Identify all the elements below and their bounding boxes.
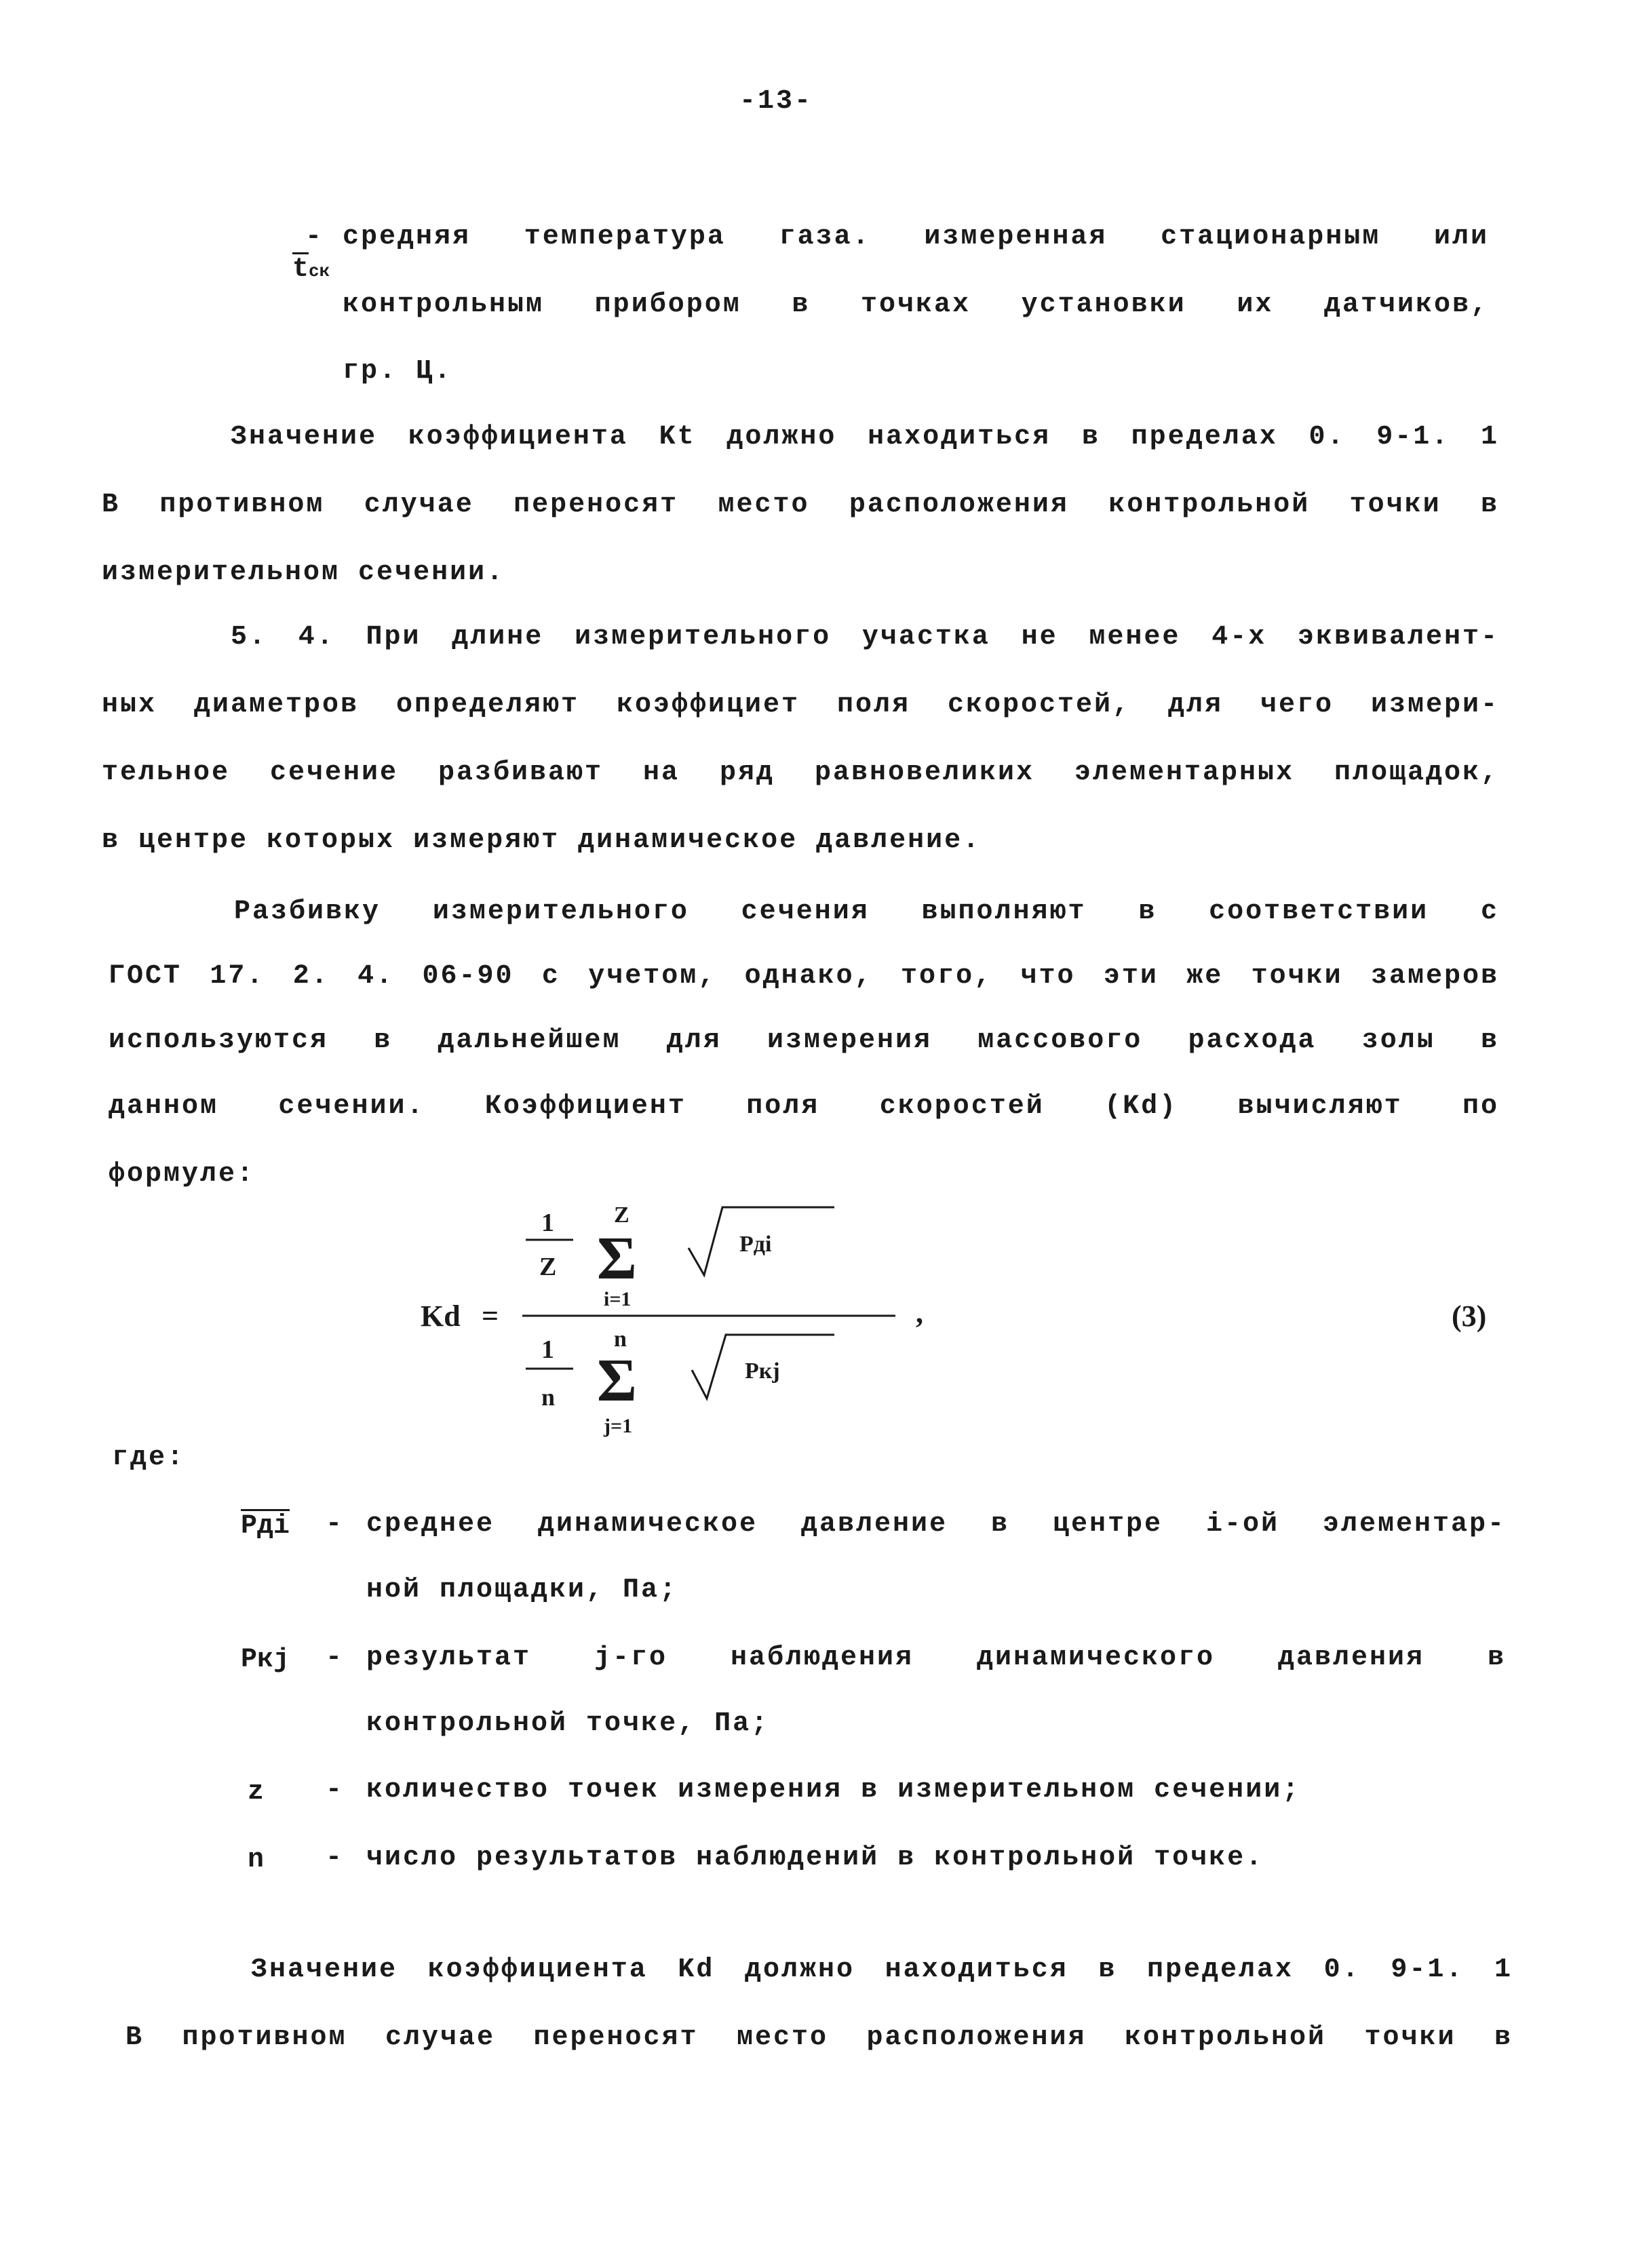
num-sum-bottom: i=1	[604, 1288, 632, 1310]
def-dash-4: -	[326, 1843, 345, 1873]
num-radicand: Pдi	[739, 1232, 772, 1257]
num-one: 1	[541, 1209, 554, 1237]
def-symbol-pdi	[241, 1511, 290, 1542]
def-symbol-sub: ск	[309, 261, 330, 281]
def-symbol-n: n	[248, 1845, 265, 1875]
para1-line-1: Значение коэффициента Kt должно находиться в пределах 0. 9-1. 1	[231, 422, 1499, 452]
para3-line-1: Разбивку измерительного сечения выполняют в соответствии с	[234, 897, 1499, 927]
para2-line-4: в центре которых измеряют динамическое давление.	[102, 825, 982, 856]
num-z: Z	[539, 1253, 557, 1281]
para2-line-1: 5. 4. При длине измерительного участка не менее 4-х эквивалент-	[231, 622, 1499, 652]
para3-line-3: используются в дальнейшем для измерения массового расхода золы в	[109, 1025, 1499, 1056]
formula-number: (3)	[1452, 1299, 1487, 1333]
den-sum-sign: Σ	[597, 1347, 637, 1414]
def-dash-3: -	[326, 1775, 345, 1805]
def-dash-1: -	[326, 1509, 345, 1540]
para4-line-1: Значение коэффициента Kd должно находиться в пределах 0. 9-1. 1	[251, 1955, 1513, 1985]
formula-3	[380, 1180, 1533, 1465]
def-symbol-main: t	[292, 252, 309, 285]
den-one: 1	[541, 1335, 554, 1364]
def-symbol-pkj: Pкj	[241, 1645, 290, 1675]
den-radicand: Pкj	[745, 1358, 780, 1384]
num-sum-top: Z	[614, 1203, 629, 1228]
para2-line-3: тельное сечение разбивают на ряд равновеликих элементарных площадок,	[102, 758, 1499, 788]
para3-line-2: ГОСТ 17. 2. 4. 06-90 с учетом, однако, того, что эти же точки замеров	[109, 961, 1499, 992]
para1-line-2: В противном случае переносят место расположения контрольной точки в	[102, 490, 1499, 520]
def-4-line-1: число результатов наблюдений в контрольной точке.	[366, 1843, 1264, 1873]
def-text-line-1: средняя температура газа. измеренная стационарным или	[343, 222, 1489, 252]
def-3-line-1: количество точек измерения в измерительном сечении;	[366, 1775, 1301, 1805]
where-label: где:	[112, 1443, 186, 1473]
page-number: -13-	[739, 86, 813, 117]
formula-lhs: Kd	[421, 1299, 461, 1333]
def-symbol-z: z	[248, 1777, 265, 1807]
formula-equals: =	[482, 1299, 499, 1333]
def-dash-2: -	[326, 1643, 345, 1673]
para2-line-2: ных диаметров определяют коэффициет поля скоростей, для чего измери-	[102, 690, 1499, 720]
def-2-line-1: результат j-го наблюдения динамического давления в	[366, 1643, 1506, 1673]
formula-comma: ,	[916, 1296, 923, 1329]
den-sum-bottom: j=1	[604, 1415, 633, 1437]
def-2-line-2: контрольной точке, Па;	[366, 1708, 770, 1739]
def-text-line-2: контрольным прибором в точках установки их датчиков,	[343, 290, 1489, 320]
para4-line-2: В противном случае переносят место расположения контрольной точки в	[125, 2022, 1513, 2053]
para3-line-5: формуле:	[109, 1159, 256, 1190]
def-dash: -	[305, 222, 324, 252]
den-n: n	[541, 1384, 556, 1411]
def-1-line-1: среднее динамическое давление в центре i-ой элементар-	[366, 1509, 1506, 1540]
den-sum-top: n	[614, 1327, 627, 1352]
def-symbol-pdi-text: Pдi	[241, 1509, 290, 1542]
para3-line-4: данном сечении. Коэффициент поля скоростей (Kd) вычисляют по	[109, 1091, 1499, 1122]
def-1-line-2: ной площадки, Па;	[366, 1575, 678, 1605]
num-sum-sign: Σ	[597, 1225, 637, 1292]
def-text-line-3: гр. Ц.	[343, 356, 453, 387]
para1-line-3: измерительном сечении.	[102, 558, 505, 588]
